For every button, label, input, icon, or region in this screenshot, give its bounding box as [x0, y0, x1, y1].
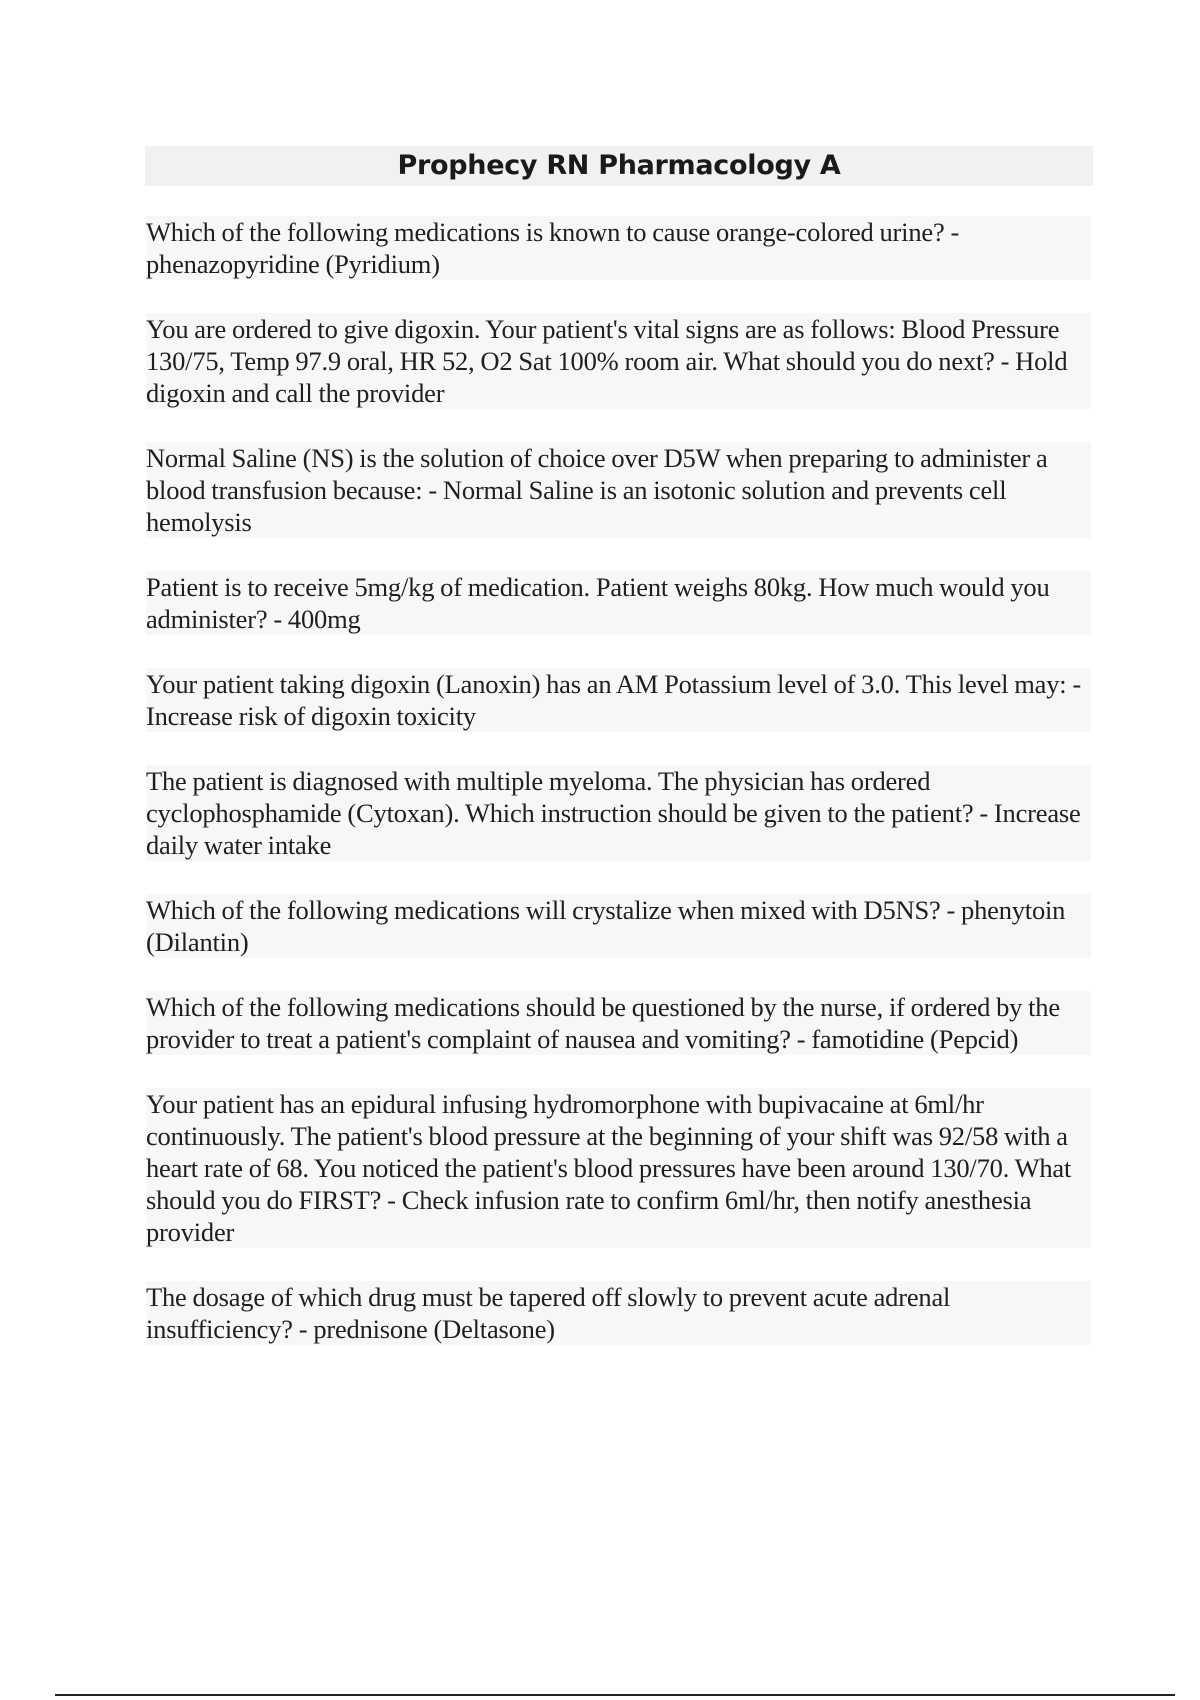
qa-item	[146, 442, 1091, 538]
question-text: The dosage of which drug must be tapered off slowly to prevent acute adrenal insufficiency?	[146, 1282, 951, 1344]
answer-text: Check infusion rate to confirm 6ml/hr, then notify anesthesia provider	[146, 1185, 1032, 1247]
answer-text: phenytoin (Dilantin)	[146, 895, 1066, 957]
qa-item	[146, 313, 1091, 409]
question-text: Which of the following medications will crystalize when mixed with D5NS?	[146, 895, 941, 925]
qa-separator: -	[422, 475, 443, 505]
answer-text: Increase risk of digoxin toxicity	[146, 701, 476, 731]
qa-item	[146, 216, 1091, 280]
qa-item	[146, 668, 1091, 732]
qa-separator: -	[267, 604, 288, 634]
qa-item	[146, 894, 1091, 958]
question-text: Which of the following medications is known to cause orange-colored urine?	[146, 217, 945, 247]
bottom-rule	[55, 1694, 1175, 1696]
qa-item	[146, 991, 1091, 1055]
qa-item	[146, 571, 1091, 635]
answer-text: Hold digoxin and call the provider	[146, 346, 1068, 408]
qa-separator: -	[940, 895, 962, 925]
question-text: You are ordered to give digoxin. Your patient's vital signs are as follows: Blood Pressure 130/75, Temp 97.9 oral, HR 52, O2 Sat 100% room air. What should you do next?	[146, 314, 1060, 376]
question-text: Your patient has an epidural infusing hydromorphone with bupivacaine at 6ml/hr continuously. The patient's blood pressure at the beginning of your shift was 92/58 with a heart rate of 68. You noticed the patient's blood pressures have been around 130/70. What should you do FIRST?	[146, 1089, 1072, 1215]
answer-text: 400mg	[287, 604, 361, 634]
qa-separator: -	[381, 1185, 402, 1215]
page-title: Prophecy RN Pharmacology A	[397, 150, 841, 181]
qa-separator: -	[994, 346, 1016, 376]
qa-list	[146, 216, 1091, 1378]
answer-text: Increase daily water intake	[146, 798, 1081, 860]
qa-separator: -	[1066, 669, 1081, 699]
qa-separator: -	[790, 1024, 812, 1054]
answer-text: Normal Saline is an isotonic solution and prevents cell hemolysis	[146, 475, 1007, 537]
qa-item	[146, 765, 1091, 861]
question-text: Patient is to receive 5mg/kg of medication. Patient weighs 80kg. How much would you administer?	[146, 572, 1050, 634]
answer-text: famotidine (Pepcid)	[811, 1024, 1019, 1054]
question-text: The patient is diagnosed with multiple myeloma. The physician has ordered cyclophosphamide (Cytoxan). Which instruction should be given to the patient?	[146, 766, 974, 828]
qa-separator: -	[292, 1314, 314, 1344]
question-text: Which of the following medications should be questioned by the nurse, if ordered by the provider to treat a patient's complaint of nausea and vomiting?	[146, 992, 1060, 1054]
qa-separator: -	[944, 217, 960, 247]
qa-item	[146, 1281, 1091, 1345]
question-text: Normal Saline (NS) is the solution of choice over D5W when preparing to administer a blood transfusion because:	[146, 443, 1048, 505]
qa-separator: -	[973, 798, 994, 828]
answer-text: prednisone (Deltasone)	[313, 1314, 555, 1344]
qa-item	[146, 1088, 1091, 1248]
question-text: Your patient taking digoxin (Lanoxin) has an AM Potassium level of 3.0. This level may:	[146, 669, 1067, 699]
answer-text: phenazopyridine (Pyridium)	[146, 249, 440, 279]
